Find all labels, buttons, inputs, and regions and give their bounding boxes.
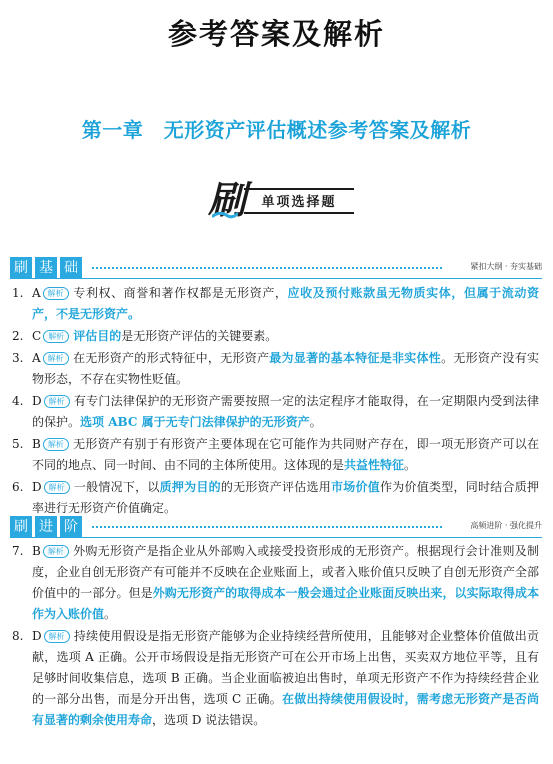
explanation-text: 无形资产有别于有形资产主要体现在它可能作为共同财产存在，即一项无形资产可以在不同的地点、同一时间、由不同的主体所使用。这体现的是 [32, 437, 539, 472]
question-type-label-box [244, 188, 354, 214]
explanation-text: 一般情况下，以 [73, 480, 160, 494]
explanation-text: 专利权、商誉和著作权都是无形资产， [72, 286, 288, 300]
answer-choice: A [32, 351, 41, 365]
answer-list-advanced [0, 541, 553, 732]
answer-item [0, 434, 553, 476]
explanation-text: 。 [104, 607, 117, 621]
highlighted-text: 市场价值 [331, 480, 381, 494]
explanation-text: 作为价值类型，同时结合质押率进行无形资产价值确定。 [32, 480, 539, 515]
highlighted-text: 共益性特征 [344, 458, 405, 472]
answer-choice: D [32, 480, 42, 494]
question-type-banner [208, 178, 368, 224]
highlighted-text: 评估目的 [73, 329, 122, 343]
section-tab: 阶 [60, 516, 82, 538]
chapter-title: 第一章 无形资产评估概述参考答案及解析 [81, 118, 472, 142]
answer-item [0, 348, 553, 390]
answer-item [0, 283, 553, 325]
answer-choice: B [32, 544, 41, 558]
explanation-text: 。 [404, 458, 417, 472]
explanation-text: 持续使用假设是指无形资产能够为企业持续经营所使用，且能够对企业整体价值做出贡献，选项 A 正确。公开市场假设是指无形资产可在公开市场上出售，买卖双方地位平等，且有足够时间收集信息，选项 B 正确。当企业面临被迫出售时，单项无形资产不作为持续经营企业的一部分出售，而是分开出售，选项 C 正确。 [32, 629, 539, 706]
section-underline [10, 537, 542, 538]
section-tabs [10, 257, 85, 279]
answer-item [0, 391, 553, 433]
answer-number: 4. [12, 394, 24, 408]
section-header-advanced [10, 516, 542, 538]
explanation-tag: 解析 [44, 630, 70, 643]
explanation-text: 在无形资产的形式特征中，无形资产 [72, 351, 270, 365]
section-tab: 基 [35, 257, 57, 279]
question-type-label: 单项选择题 [261, 195, 337, 210]
answer-item [0, 326, 553, 347]
answer-choice: B [32, 437, 41, 451]
explanation-tag: 解析 [43, 438, 69, 451]
dotted-divider [92, 526, 442, 528]
answer-number: 5. [12, 437, 24, 451]
explanation-text: 外购无形资产是指企业从外部购入或接受投资形成的无形资产。根据现行会计准则及制度，企业自创无形资产有可能并不反映在企业账面上，或者入账价值只反映了自创无形资产全部价值中的一部分。但是 [32, 544, 539, 600]
answer-choice: A [32, 286, 41, 300]
page-title: 参考答案及解析 [167, 17, 385, 51]
explanation-tag: 解析 [43, 545, 69, 558]
dotted-divider [92, 267, 442, 269]
section-tab: 础 [60, 257, 82, 279]
answer-number: 3. [12, 351, 24, 365]
highlighted-text: 在做出持续使用假设时，需考虑无形资产是否尚有显著的剩余使用寿命 [32, 692, 539, 727]
highlighted-text: 外购无形资产的取得成本一般会通过企业账面反映出来，以实际取得成本作为入账价值 [32, 586, 539, 621]
brush-stroke-icon [212, 210, 238, 220]
section-header-basic [10, 257, 542, 279]
section-tabs [10, 516, 85, 538]
answer-item [0, 541, 553, 625]
highlighted-text: 应收及预付账款虽无物质实体，但属于流动资产，不是无形资产。 [32, 286, 539, 321]
highlighted-text: 最为显著的基本特征是非实体性 [269, 351, 442, 365]
answer-number: 7. [12, 544, 24, 558]
explanation-tag: 解析 [43, 287, 69, 300]
explanation-text: 是无形资产评估的关键要素。 [121, 329, 278, 343]
explanation-tag: 解析 [44, 395, 70, 408]
explanation-text: ，选项 D 说法错误。 [152, 713, 266, 727]
explanation-text: 。 [309, 415, 322, 429]
section-tab: 刷 [10, 257, 32, 279]
answer-choice: D [32, 394, 42, 408]
explanation-text: 的无形资产评估选用 [220, 480, 332, 494]
section-underline [10, 278, 542, 279]
highlighted-text: 质押为目的 [159, 480, 221, 494]
answer-choice: C [32, 329, 42, 343]
section-tab: 进 [35, 516, 57, 538]
answer-list-basic [0, 283, 553, 520]
explanation-tag: 解析 [43, 352, 69, 365]
answer-item [0, 626, 553, 731]
explanation-text: 有专门法律保护的无形资产需要按照一定的法定程序才能取得，在一定期限内受到法律的保护。 [32, 394, 539, 429]
explanation-tag: 解析 [44, 481, 70, 494]
explanation-tag: 解析 [43, 330, 69, 343]
answer-item [0, 477, 553, 519]
answer-number: 8. [12, 629, 24, 643]
section-subtitle: 高频进阶 · 强化提升 [470, 521, 542, 530]
brush-character: 刷 [208, 177, 247, 222]
answer-number: 6. [12, 480, 24, 494]
highlighted-text: 选项 ABC 属于无专门法律保护的无形资产 [80, 415, 310, 429]
answer-number: 2. [12, 329, 24, 343]
answer-choice: D [32, 629, 42, 643]
section-tab: 刷 [10, 516, 32, 538]
section-subtitle: 紧扣大纲 · 夯实基础 [470, 262, 542, 271]
answer-number: 1. [12, 286, 24, 300]
explanation-text: 。无形资产没有实物形态，不存在实物性贬值。 [32, 351, 539, 386]
